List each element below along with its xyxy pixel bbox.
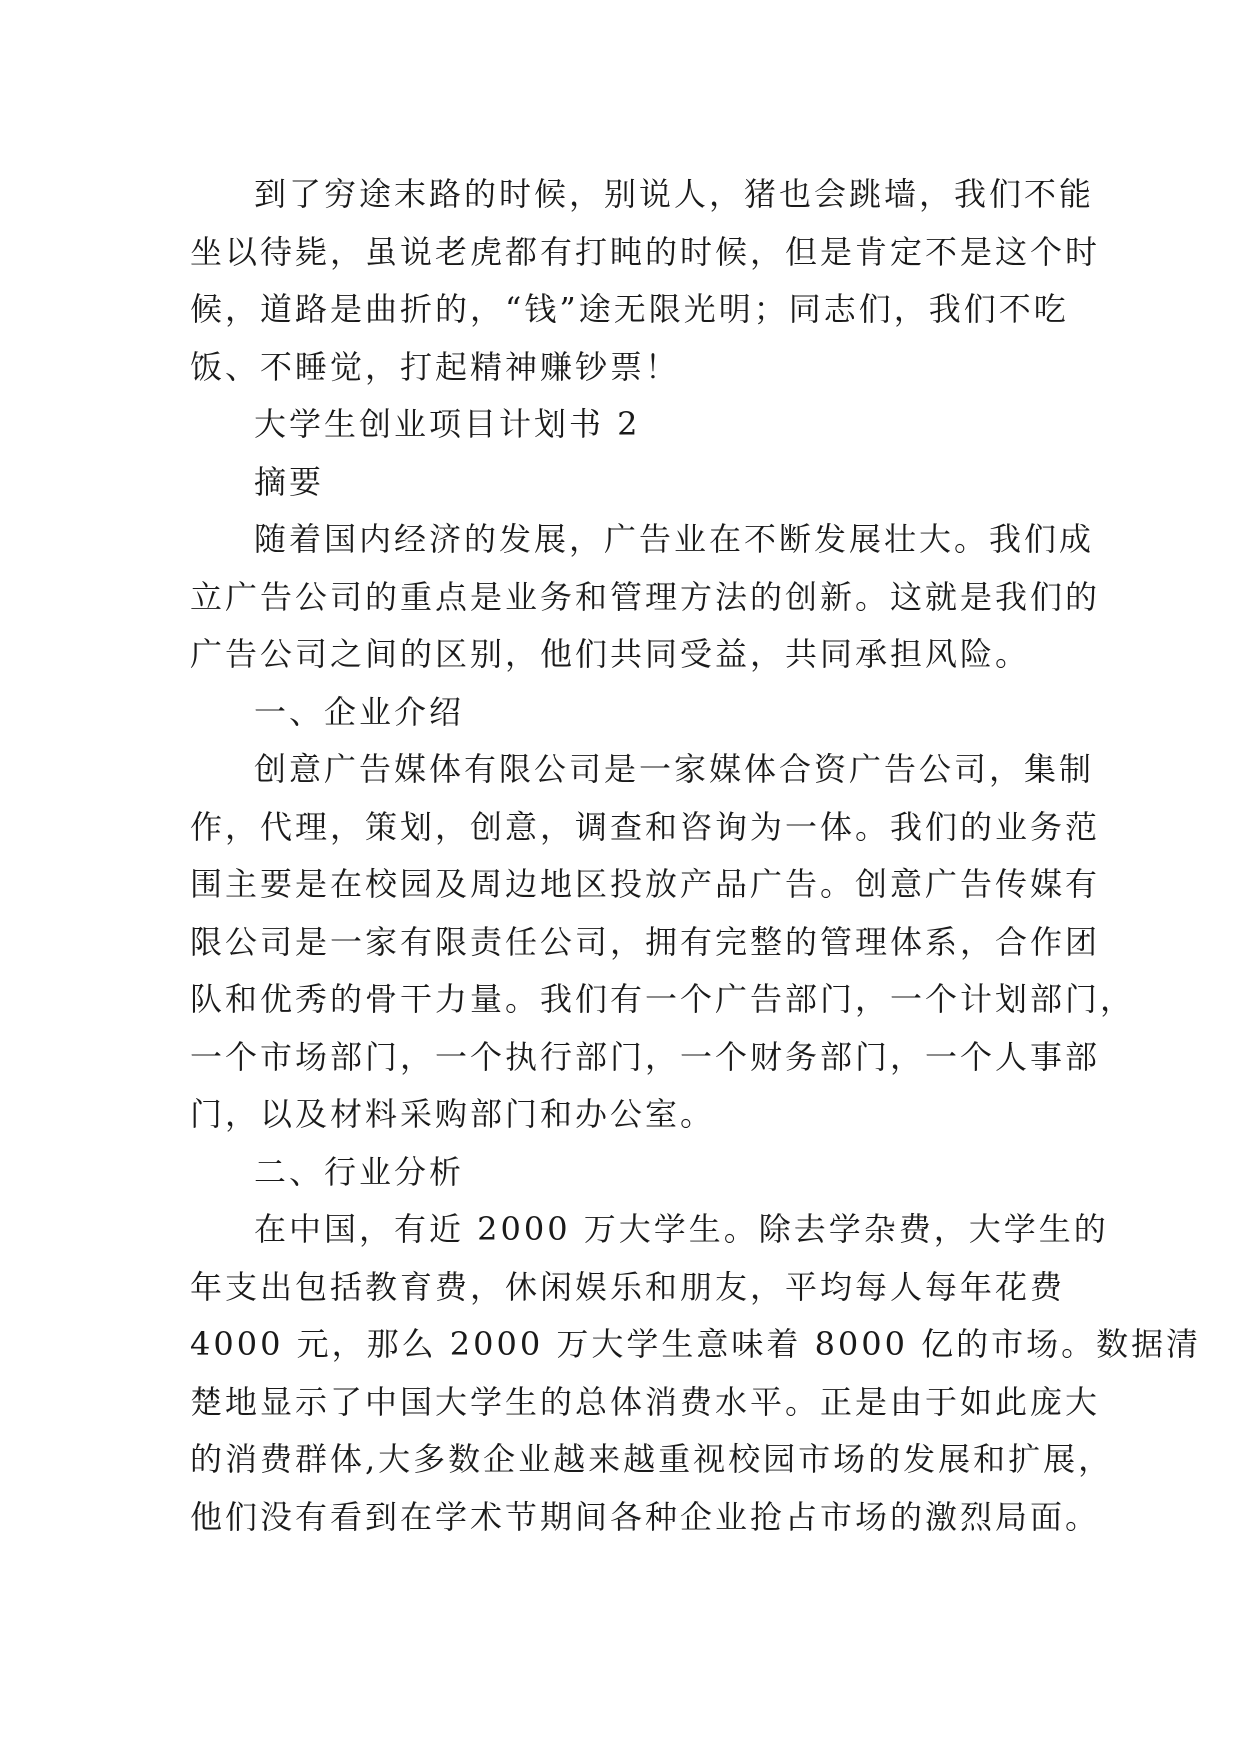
text-line: 到了穷途末路的时候，别说人，猪也会跳墙，我们不能 <box>254 175 1095 213</box>
text-line: 的消费群体,大多数企业越来越重视校园市场的发展和扩展， <box>190 1440 1114 1478</box>
text-line: 4000 元，那么 2000 万大学生意味着 8000 亿的市场。数据清 <box>190 1325 1202 1363</box>
text-line: 一个市场部门，一个执行部门，一个财务部门，一个人事部 <box>190 1037 1101 1076</box>
text-line: 队和优秀的骨干力量。我们有一个广告部门，一个计划部门， <box>190 980 1136 1018</box>
text-line: 候，道路是曲折的，“钱”途无限光明；同志们，我们不吃 <box>190 290 1069 328</box>
text-line: 创意广告媒体有限公司是一家媒体合资广告公司，集制 <box>254 750 1095 788</box>
text-line: 饭、不睡觉，打起精神赚钞票！ <box>190 347 681 386</box>
text-line: 限公司是一家有限责任公司，拥有完整的管理体系，合作团 <box>190 922 1101 961</box>
text-line: 立广告公司的重点是业务和管理方法的创新。这就是我们的 <box>190 577 1101 616</box>
text-line: 围主要是在校园及周边地区投放产品广告。创意广告传媒有 <box>190 865 1101 903</box>
text-line: 作，代理，策划，创意，调查和咨询为一体。我们的业务范 <box>190 807 1101 846</box>
text-line: 随着国内经济的发展，广告业在不断发展壮大。我们成 <box>254 520 1095 558</box>
section-heading: 二、行业分析 <box>254 1152 465 1191</box>
text-line: 他们没有看到在学术节期间各种企业抢占市场的激烈局面。 <box>190 1497 1101 1536</box>
text-line: 广告公司之间的区别，他们共同受益，共同承担风险。 <box>190 635 1031 673</box>
text-line: 在中国，有近 2000 万大学生。除去学杂费，大学生的 <box>254 1210 1109 1248</box>
section-title: 大学生创业项目计划书 2 <box>254 405 641 443</box>
text-line: 门，以及材料采购部门和办公室。 <box>190 1095 716 1133</box>
abstract-heading: 摘要 <box>254 462 325 501</box>
section-heading: 一、企业介绍 <box>254 692 465 731</box>
document-body <box>190 166 1202 1546</box>
text-line: 坐以待毙，虽说老虎都有打盹的时候，但是肯定不是这个时 <box>190 232 1101 271</box>
text-line: 楚地显示了中国大学生的总体消费水平。正是由于如此庞大 <box>190 1382 1101 1421</box>
text-line: 年支出包括教育费，休闲娱乐和朋友，平均每人每年花费 <box>190 1267 1066 1306</box>
